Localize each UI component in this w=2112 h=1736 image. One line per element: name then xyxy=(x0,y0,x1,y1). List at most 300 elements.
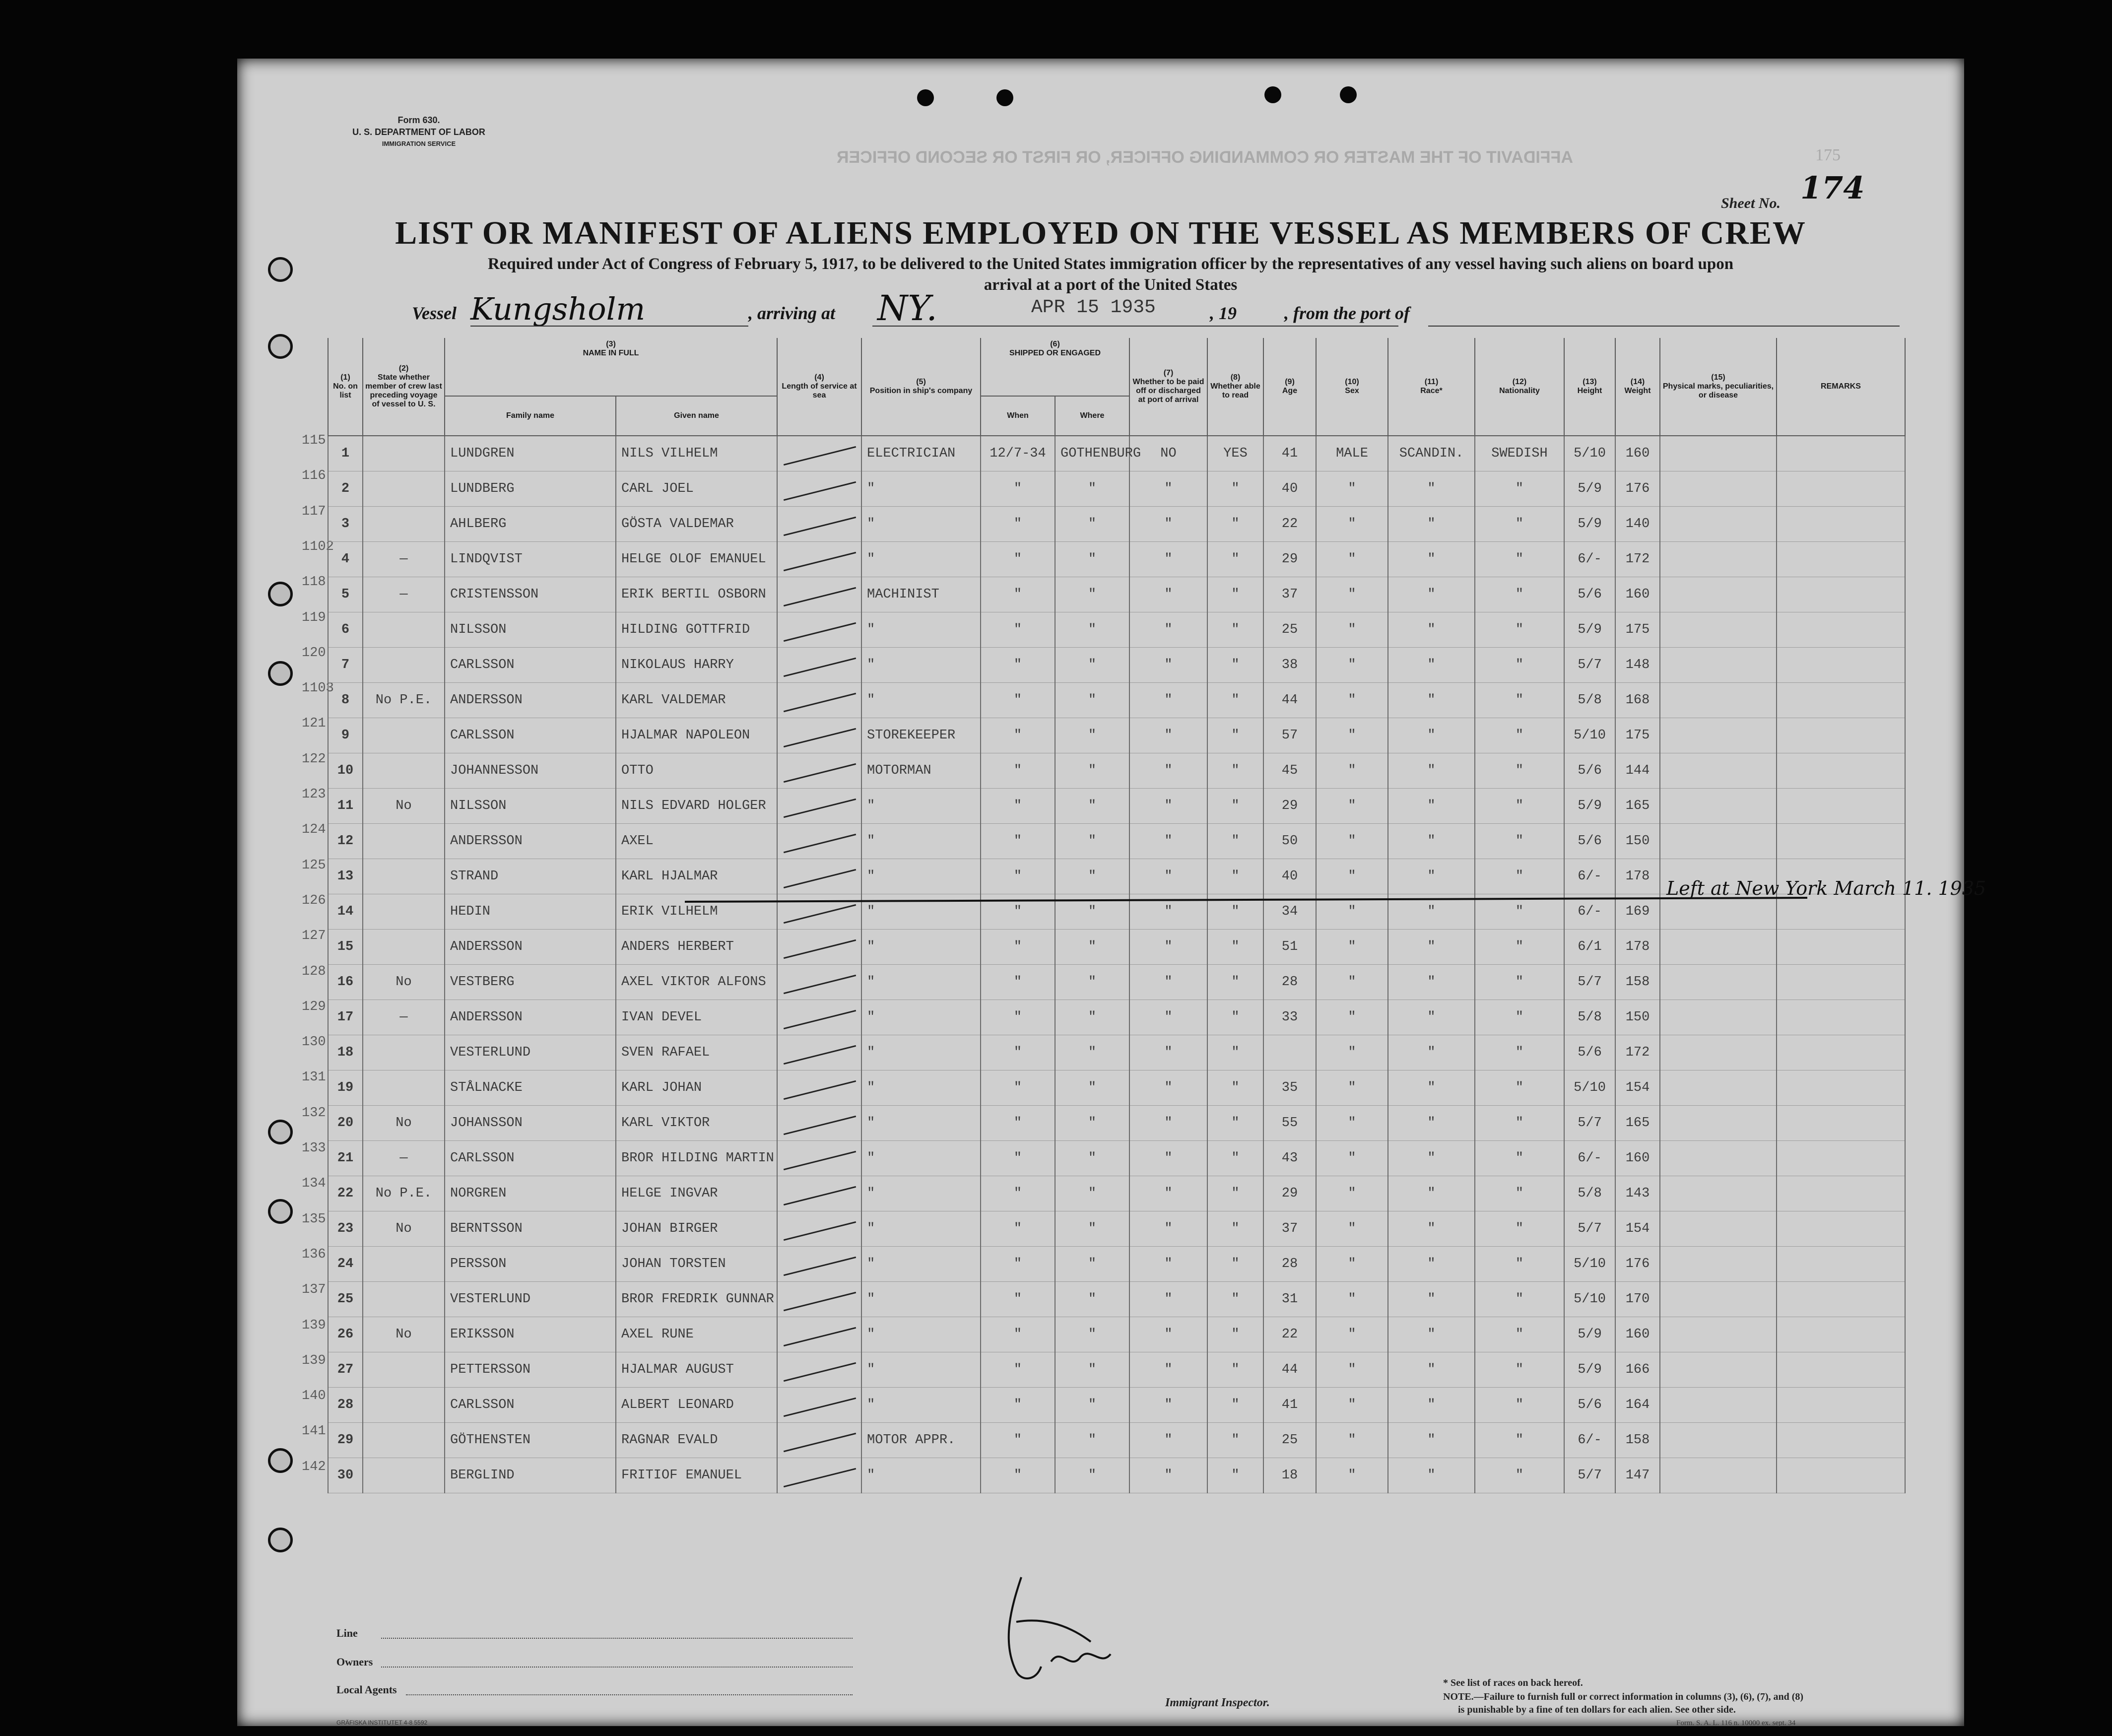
physical-marks xyxy=(1660,1282,1777,1317)
shipped-when: " xyxy=(981,577,1055,612)
height: 5/6 xyxy=(1564,1388,1615,1423)
service-check-mark xyxy=(784,1151,856,1170)
margin-sequence-number: 120 xyxy=(302,645,326,661)
shipped-where: " xyxy=(1055,542,1129,577)
position: " xyxy=(861,965,981,1000)
family-name: CARLSSON xyxy=(445,1141,616,1176)
paid-off: " xyxy=(1129,1035,1207,1070)
crew-row xyxy=(328,1458,1905,1493)
weight: 168 xyxy=(1615,683,1660,718)
row-number: 17 xyxy=(328,1000,363,1035)
position: " xyxy=(861,789,981,824)
service-mark xyxy=(777,894,861,930)
paid-off: " xyxy=(1129,507,1207,542)
shipped-where: " xyxy=(1055,1211,1129,1247)
physical-marks xyxy=(1660,1106,1777,1141)
service-check-mark xyxy=(784,481,856,501)
service-mark xyxy=(777,824,861,859)
service-mark xyxy=(777,1282,861,1317)
age: 25 xyxy=(1263,1423,1316,1458)
remarks-cell xyxy=(1777,1247,1905,1282)
weight: 165 xyxy=(1615,1106,1660,1141)
binding-hole xyxy=(268,1199,293,1224)
height: 5/10 xyxy=(1564,718,1615,753)
age: 44 xyxy=(1263,683,1316,718)
race: " xyxy=(1388,753,1475,789)
paid-off: " xyxy=(1129,894,1207,930)
weight: 160 xyxy=(1615,1317,1660,1352)
service-check-mark xyxy=(784,763,856,783)
service-check-mark xyxy=(784,728,856,747)
given-name: NIKOLAUS HARRY xyxy=(616,648,777,683)
paid-off: " xyxy=(1129,859,1207,894)
crew-row xyxy=(328,1352,1905,1388)
service-name: IMMIGRATION SERVICE xyxy=(382,140,456,147)
shipped-where: " xyxy=(1055,894,1129,930)
vessel-label: Vessel xyxy=(412,303,457,323)
able-to-read: " xyxy=(1207,1070,1263,1106)
crew-row xyxy=(328,577,1905,612)
shipped-when: " xyxy=(981,718,1055,753)
nationality: " xyxy=(1475,1000,1564,1035)
weight: 154 xyxy=(1615,1070,1660,1106)
paid-off: " xyxy=(1129,718,1207,753)
row-number: 11 xyxy=(328,789,363,824)
margin-sequence-number: 128 xyxy=(302,964,326,979)
service-check-mark xyxy=(784,1362,856,1382)
position: " xyxy=(861,1352,981,1388)
family-name: CRISTENSSON xyxy=(445,577,616,612)
remarks-cell xyxy=(1777,648,1905,683)
family-name: BERNTSSON xyxy=(445,1211,616,1247)
shipped-when: " xyxy=(981,648,1055,683)
weight: 160 xyxy=(1615,1141,1660,1176)
family-name: NILSSON xyxy=(445,612,616,648)
physical-marks xyxy=(1660,753,1777,789)
service-mark xyxy=(777,648,861,683)
family-name: ANDERSSON xyxy=(445,824,616,859)
remarks-cell xyxy=(1777,1035,1905,1070)
previous-voyage-mark xyxy=(363,1247,445,1282)
previous-voyage-mark xyxy=(363,1388,445,1423)
crew-row xyxy=(328,683,1905,718)
able-to-read: " xyxy=(1207,1458,1263,1493)
shipped-when: " xyxy=(981,824,1055,859)
given-name: HJALMAR AUGUST xyxy=(616,1352,777,1388)
race: " xyxy=(1388,894,1475,930)
position: " xyxy=(861,1282,981,1317)
given-name: KARL JOHAN xyxy=(616,1070,777,1106)
previous-voyage-mark xyxy=(363,648,445,683)
header-row xyxy=(328,338,1905,396)
sex: " xyxy=(1316,1317,1388,1352)
weight: 154 xyxy=(1615,1211,1660,1247)
given-name: BROR HILDING MARTIN xyxy=(616,1141,777,1176)
position: " xyxy=(861,542,981,577)
given-name: AXEL VIKTOR ALFONS xyxy=(616,965,777,1000)
race: " xyxy=(1388,648,1475,683)
nationality: " xyxy=(1475,648,1564,683)
paid-off: " xyxy=(1129,1458,1207,1493)
race: " xyxy=(1388,1458,1475,1493)
crew-row xyxy=(328,824,1905,859)
crew-row xyxy=(328,1070,1905,1106)
race: " xyxy=(1388,930,1475,965)
race: " xyxy=(1388,577,1475,612)
age: 57 xyxy=(1263,718,1316,753)
previous-voyage-mark xyxy=(363,471,445,507)
height: 5/6 xyxy=(1564,753,1615,789)
age: 40 xyxy=(1263,471,1316,507)
position: " xyxy=(861,859,981,894)
row-number: 21 xyxy=(328,1141,363,1176)
family-name: JOHANSSON xyxy=(445,1106,616,1141)
service-mark xyxy=(777,1106,861,1141)
able-to-read: " xyxy=(1207,648,1263,683)
col-header-shipped: (6) SHIPPED OR ENGAGED xyxy=(981,338,1129,396)
binding-hole xyxy=(268,661,293,686)
weight: 160 xyxy=(1615,577,1660,612)
remarks-cell xyxy=(1777,1106,1905,1141)
service-mark xyxy=(777,1176,861,1211)
margin-sequence-number: 136 xyxy=(302,1247,326,1262)
shipped-where: " xyxy=(1055,507,1129,542)
remarks-cell xyxy=(1777,789,1905,824)
col-header-service: (4) Length of service at sea xyxy=(777,338,861,436)
sex: MALE xyxy=(1316,436,1388,471)
able-to-read: " xyxy=(1207,1247,1263,1282)
crew-row xyxy=(328,1211,1905,1247)
shipped-when: " xyxy=(981,1141,1055,1176)
shipped-where: " xyxy=(1055,1176,1129,1211)
margin-sequence-number: 135 xyxy=(302,1211,326,1227)
position: " xyxy=(861,1317,981,1352)
shipped-when: " xyxy=(981,965,1055,1000)
form-number: Form 630. xyxy=(397,115,440,125)
crew-row xyxy=(328,612,1905,648)
margin-sequence-number: 129 xyxy=(302,999,326,1014)
given-name: NILS VILHELM xyxy=(616,436,777,471)
shipped-when: 12/7-34 xyxy=(981,436,1055,471)
paid-off: " xyxy=(1129,789,1207,824)
remarks-cell xyxy=(1777,542,1905,577)
crew-row xyxy=(328,542,1905,577)
punch-hole xyxy=(1340,86,1357,103)
service-check-mark xyxy=(784,1116,856,1135)
given-name: ERIK VILHELM xyxy=(616,894,777,930)
col-header-physical-marks: (15) Physical marks, peculiarities, or disease xyxy=(1660,338,1777,436)
previous-voyage-mark xyxy=(363,930,445,965)
previous-voyage-mark: — xyxy=(363,1141,445,1176)
crew-rows xyxy=(328,436,1905,1493)
remarks-cell xyxy=(1777,753,1905,789)
family-name: ERIKSSON xyxy=(445,1317,616,1352)
nationality: " xyxy=(1475,1423,1564,1458)
paid-off: " xyxy=(1129,1423,1207,1458)
age: 37 xyxy=(1263,1211,1316,1247)
weight: 147 xyxy=(1615,1458,1660,1493)
height: 5/10 xyxy=(1564,1282,1615,1317)
margin-sequence-number: 1103 xyxy=(302,681,334,696)
age: 51 xyxy=(1263,930,1316,965)
age: 28 xyxy=(1263,1247,1316,1282)
paid-off: " xyxy=(1129,753,1207,789)
family-name: NORGREN xyxy=(445,1176,616,1211)
position: " xyxy=(861,683,981,718)
year-label: , 19 xyxy=(1210,303,1237,323)
nationality: SWEDISH xyxy=(1475,436,1564,471)
given-name: CARL JOEL xyxy=(616,471,777,507)
service-mark xyxy=(777,1247,861,1282)
service-mark xyxy=(777,577,861,612)
physical-marks xyxy=(1660,789,1777,824)
family-name: JOHANNESSON xyxy=(445,753,616,789)
height: 6/- xyxy=(1564,1423,1615,1458)
service-check-mark xyxy=(784,1292,856,1311)
weight: 165 xyxy=(1615,789,1660,824)
shipped-when: " xyxy=(981,1211,1055,1247)
previous-voyage-mark: — xyxy=(363,577,445,612)
service-check-mark xyxy=(784,1257,856,1276)
position: ELECTRICIAN xyxy=(861,436,981,471)
sex: " xyxy=(1316,471,1388,507)
able-to-read: " xyxy=(1207,718,1263,753)
shipped-when: " xyxy=(981,1070,1055,1106)
subtitle-line-2: arrival at a port of the United States xyxy=(984,276,1238,294)
family-name: PERSSON xyxy=(445,1247,616,1282)
weight: 172 xyxy=(1615,542,1660,577)
weight: 158 xyxy=(1615,965,1660,1000)
shipped-where: " xyxy=(1055,824,1129,859)
given-name: ALBERT LEONARD xyxy=(616,1388,777,1423)
family-name: NILSSON xyxy=(445,789,616,824)
position: " xyxy=(861,894,981,930)
family-name: GÖTHENSTEN xyxy=(445,1423,616,1458)
nationality: " xyxy=(1475,1141,1564,1176)
row-number: 4 xyxy=(328,542,363,577)
service-mark xyxy=(777,1211,861,1247)
able-to-read: " xyxy=(1207,1211,1263,1247)
col-header-family-name: Family name xyxy=(445,396,616,436)
position: MACHINIST xyxy=(861,577,981,612)
previous-voyage-mark xyxy=(363,859,445,894)
crew-row xyxy=(328,1106,1905,1141)
row-number: 19 xyxy=(328,1070,363,1106)
remarks-cell xyxy=(1777,1141,1905,1176)
margin-sequence-number: 126 xyxy=(302,893,326,908)
margin-sequence-number: 130 xyxy=(302,1035,326,1050)
height: 5/9 xyxy=(1564,507,1615,542)
remarks-cell xyxy=(1777,436,1905,471)
height: 5/10 xyxy=(1564,436,1615,471)
paid-off: " xyxy=(1129,1211,1207,1247)
age: 40 xyxy=(1263,859,1316,894)
margin-sequence-number: 117 xyxy=(302,504,326,519)
physical-marks xyxy=(1660,1388,1777,1423)
position: " xyxy=(861,612,981,648)
nationality: " xyxy=(1475,1458,1564,1493)
row-number: 12 xyxy=(328,824,363,859)
punch-hole xyxy=(917,89,934,106)
nationality: " xyxy=(1475,1282,1564,1317)
sex: " xyxy=(1316,1035,1388,1070)
able-to-read: " xyxy=(1207,1352,1263,1388)
age: 50 xyxy=(1263,824,1316,859)
shipped-when: " xyxy=(981,1352,1055,1388)
race: " xyxy=(1388,612,1475,648)
given-name: SVEN RAFAEL xyxy=(616,1035,777,1070)
shipped-where: " xyxy=(1055,1035,1129,1070)
height: 5/10 xyxy=(1564,1247,1615,1282)
nationality: " xyxy=(1475,542,1564,577)
able-to-read: " xyxy=(1207,471,1263,507)
race: " xyxy=(1388,1423,1475,1458)
margin-sequence-number: 121 xyxy=(302,716,326,732)
margin-sequence-number: 124 xyxy=(302,822,326,838)
service-mark xyxy=(777,859,861,894)
service-check-mark xyxy=(784,587,856,606)
given-name: GÖSTA VALDEMAR xyxy=(616,507,777,542)
physical-marks xyxy=(1660,1176,1777,1211)
paid-off: " xyxy=(1129,648,1207,683)
able-to-read: " xyxy=(1207,1282,1263,1317)
margin-sequence-number: 134 xyxy=(302,1176,326,1192)
paid-off: " xyxy=(1129,1000,1207,1035)
service-check-mark xyxy=(784,1327,856,1346)
sex: " xyxy=(1316,507,1388,542)
paid-off: " xyxy=(1129,1247,1207,1282)
position: " xyxy=(861,1106,981,1141)
height: 5/7 xyxy=(1564,965,1615,1000)
shipped-where: " xyxy=(1055,1282,1129,1317)
position: " xyxy=(861,1000,981,1035)
margin-sequence-number: 132 xyxy=(302,1105,326,1121)
height: 5/6 xyxy=(1564,824,1615,859)
previous-voyage-mark: — xyxy=(363,1000,445,1035)
able-to-read: " xyxy=(1207,1317,1263,1352)
height: 5/8 xyxy=(1564,1000,1615,1035)
service-mark xyxy=(777,1070,861,1106)
row-number: 8 xyxy=(328,683,363,718)
shipped-where: " xyxy=(1055,577,1129,612)
from-port-label: , from the port of xyxy=(1284,303,1410,323)
race: " xyxy=(1388,859,1475,894)
able-to-read: YES xyxy=(1207,436,1263,471)
weight: 178 xyxy=(1615,859,1660,894)
age: 41 xyxy=(1263,436,1316,471)
service-check-mark xyxy=(784,1221,856,1241)
able-to-read: " xyxy=(1207,753,1263,789)
crew-row xyxy=(328,1141,1905,1176)
paid-off: " xyxy=(1129,1352,1207,1388)
able-to-read: " xyxy=(1207,824,1263,859)
age: 29 xyxy=(1263,789,1316,824)
sex: " xyxy=(1316,1176,1388,1211)
punch-hole xyxy=(1264,86,1281,103)
from-port-underline xyxy=(1428,326,1900,327)
crew-row xyxy=(328,1035,1905,1070)
weight: 164 xyxy=(1615,1388,1660,1423)
printer-mark: GRÄFISKA INSTITUTET 4-8 5592 xyxy=(336,1719,428,1726)
physical-marks xyxy=(1660,1211,1777,1247)
given-name: OTTO xyxy=(616,753,777,789)
remarks-cell xyxy=(1777,824,1905,859)
previous-voyage-mark xyxy=(363,894,445,930)
row-number: 29 xyxy=(328,1423,363,1458)
age: 25 xyxy=(1263,612,1316,648)
given-name: IVAN DEVEL xyxy=(616,1000,777,1035)
sex: " xyxy=(1316,1282,1388,1317)
service-check-mark xyxy=(784,1010,856,1029)
race: " xyxy=(1388,789,1475,824)
shipped-where: GOTHENBURG xyxy=(1055,436,1129,471)
shipped-when: " xyxy=(981,1317,1055,1352)
family-name: STÅLNACKE xyxy=(445,1070,616,1106)
binding-hole xyxy=(268,257,293,282)
family-name: ANDERSSON xyxy=(445,930,616,965)
race: " xyxy=(1388,1247,1475,1282)
able-to-read: " xyxy=(1207,789,1263,824)
service-check-mark xyxy=(784,446,856,466)
sex: " xyxy=(1316,1247,1388,1282)
nationality: " xyxy=(1475,507,1564,542)
family-name: VESTBERG xyxy=(445,965,616,1000)
age: 33 xyxy=(1263,1000,1316,1035)
weight: 176 xyxy=(1615,1247,1660,1282)
shipped-when: " xyxy=(981,753,1055,789)
row-number: 27 xyxy=(328,1352,363,1388)
sex: " xyxy=(1316,612,1388,648)
race: " xyxy=(1388,1141,1475,1176)
row-number: 1 xyxy=(328,436,363,471)
crew-row xyxy=(328,1247,1905,1282)
age xyxy=(1263,1035,1316,1070)
punch-hole xyxy=(996,89,1013,106)
family-name: AHLBERG xyxy=(445,507,616,542)
previous-voyage-mark xyxy=(363,1352,445,1388)
previous-voyage-mark: No P.E. xyxy=(363,683,445,718)
service-check-mark xyxy=(784,975,856,994)
able-to-read: " xyxy=(1207,1000,1263,1035)
nationality: " xyxy=(1475,471,1564,507)
paid-off: " xyxy=(1129,1176,1207,1211)
line-label: Line xyxy=(336,1627,358,1639)
height: 6/1 xyxy=(1564,930,1615,965)
arrival-port: NY. xyxy=(877,288,937,329)
race: " xyxy=(1388,507,1475,542)
remarks-cell xyxy=(1777,718,1905,753)
shipped-where: " xyxy=(1055,1000,1129,1035)
able-to-read: " xyxy=(1207,577,1263,612)
paid-off: " xyxy=(1129,1388,1207,1423)
service-check-mark xyxy=(784,1045,856,1065)
line-field xyxy=(381,1638,853,1639)
remarks-cell xyxy=(1777,1000,1905,1035)
service-mark xyxy=(777,1317,861,1352)
binding-hole xyxy=(268,582,293,606)
binding-hole xyxy=(268,334,293,359)
service-check-mark xyxy=(784,904,856,924)
physical-marks xyxy=(1660,612,1777,648)
race: " xyxy=(1388,683,1475,718)
position: " xyxy=(861,1035,981,1070)
remarks-cell xyxy=(1777,1388,1905,1423)
margin-sequence-number: 139 xyxy=(302,1318,326,1333)
service-check-mark xyxy=(784,1080,856,1100)
given-name: KARL HJALMAR xyxy=(616,859,777,894)
shipped-where: " xyxy=(1055,1247,1129,1282)
age: 28 xyxy=(1263,965,1316,1000)
